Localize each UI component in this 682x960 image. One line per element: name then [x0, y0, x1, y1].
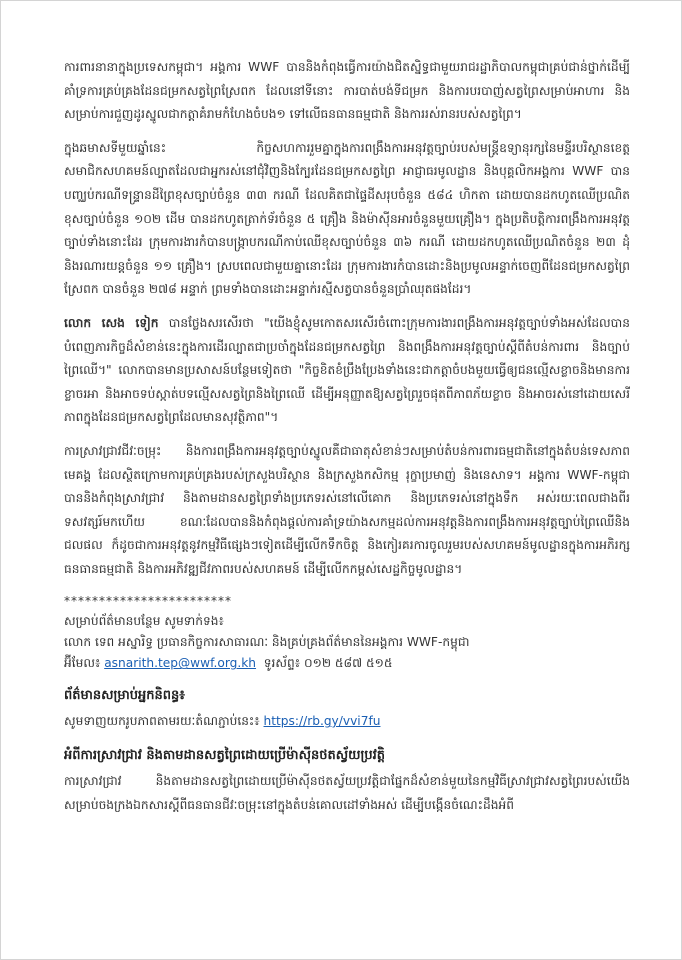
email-label: អ៊ីមែល៖ [64, 656, 101, 671]
document-body [64, 56, 630, 817]
phone-number: ០១២ ៥៨៧ ៥១៥ [303, 656, 393, 671]
download-link[interactable]: https://rb.gy/vvi7fu [263, 714, 381, 729]
contact-intro: សម្រាប់ព័ត៌មានបន្ថែម សូមទាក់ទង៖ [64, 614, 224, 629]
editors-text [64, 710, 630, 734]
paragraph-2: ក្នុងឆមាសទីមួយឆ្នាំនេះ កិច្ចសហការរួមគ្នាក្នុងការពង្រឹងការអនុវត្តច្បាប់របស់មន្ត្រីឧទ្យានុរក្សនៃមន្ទីរបរិស្ថានខេត្ត សមាជិកសហគមន៍ល្បាតដែលជាអ្នករស់នៅជុំវិញនិងក្បែរដែនជម្រកសត្វព្រៃ អាជ្ញាធរមូលដ្ឋាន និងបុគ្គលិកអង្គការ WWF បានបញ្ឈប់ករណីទន្ទ្រានដីព្រៃខុសច្បាប់ចំនួន ៣៣ ករណី ដែលគិតជាផ្ទៃដីសរុបចំនួន ៥៨៤ ហិកតា ដោយបានដកហូតឈើប្រណិតខុសច្បាប់ចំនួន ១០២ ដើម បានដកហូតត្រាក់ទ័រចំនួន ៥ គ្រឿង និងម៉ាស៊ីនអារចំនួនមួយគ្រឿង។ ក្នុងប្រតិបត្តិការពង្រឹងការអនុវត្តច្បាប់ទាំងនោះដែរ ក្រុមការងារកំបានបង្ក្រាបករណីកាប់ឈើខុសច្បាប់ចំនួន ៣៦ ករណី ដោយដកហូតឈើប្រណិតចំនួន ២៣ ដុំ និងរណារយន្តចំនួន ១១ គ្រឿង។ ស្របពេលជាមួយគ្នានោះដែរ ក្រុមការងារកំបានដោះនិងប្រមូលអន្ទាក់ចេញពីដែនជម្រកសត្វព្រៃស្រែពក បានចំនួន ២៧៨ អន្ទាក់ ព្រមទាំងបានដោះអន្ទាក់រស្មីសត្វបានចំនួនប្រាំឈុតផងដែរ។ [64, 140, 630, 297]
editors-text-label: សូមទាញយករូបភាពតាមរយៈតំណភ្ជាប់នេះ៖ [64, 714, 260, 729]
phone-label: ទូរស័ព្ទ៖ [263, 656, 301, 671]
research-heading: អំពីការស្រាវជ្រាវ និងតាមដានសត្វព្រៃដោយប្រើម៉ាស៊ីនថតស្វ័យប្រវត្តិ [64, 748, 385, 764]
editors-heading: ព័ត៌មានសម្រាប់អ្នកនិពន្ធ៖ [64, 688, 185, 704]
email-link[interactable]: asnarith.tep@wwf.org.kh [104, 656, 257, 671]
paragraph-3-text: បានថ្លែងសរសើរថា "យើងខ្ញុំសូមកោតសរសើរចំពោះក្រុមការងារពង្រឹងការអនុវត្តច្បាប់ទាំងអស់ដែលបានបំពេញភារកិច្ចដ៏សំខាន់នេះក្នុងការដើរល្បាតជាប្រចាំក្នុងដែនជម្រកសត្វព្រៃ និងពង្រឹងការអនុវត្តច្បាប់ស្តីពីតំបន់ការពារ និងច្បាប់ព្រៃឈើ។" លោកបានមានប្រសាសន៍បន្ថែមទៀតថា "កិច្ចខិតខំប្រឹងប្រែងទាំងនេះជាកត្តាចំបងមួយធ្វើឲ្យជនល្មើសខ្លាចនិងមានការខ្លាចរអា និងអាចទប់ស្កាត់បទល្មើសសត្វព្រៃនិងព្រៃឈើ ដើម្បីអនុញ្ញាតឱ្យសត្វព្រៃរួចផុតពីភាពភ័យខ្លាច និងអាចរស់នៅដោយសេរីភាពក្នុងដែនជម្រកសត្វព្រៃដែលមានសុវត្ថិភាព"។ [64, 315, 630, 425]
contact-details [64, 653, 630, 674]
paragraph-1: ការពារនានាក្នុងប្រទេសកម្ពុជា។ អង្គការ WWF បាននិងកំពុងធ្វើការយ៉ាងជិតស្និទ្ធជាមួយរាជរដ្ឋាភិបាលកម្ពុជាគ្រប់ជាន់ថ្នាក់ដើម្បីគាំទ្រការគ្រប់គ្រងដែនជម្រកសត្វព្រៃស្រែពក ដែលនៅទីនោះ ការបាត់បង់ទីជម្រក និងការបរបាញ់សត្វព្រៃសម្រាប់អាហារ និងសម្រាប់ការជួញដូរស្នូលជាកត្តាគំរាមកំហែងចំបង១ ទៅលើធនធានធម្មជាតិ និងការរស់រានរបស់សត្វព្រៃ។ [64, 60, 630, 122]
research-text: ការស្រាវជ្រាវ និងតាមដានសត្វព្រៃដោយប្រើម៉ាស៊ីនថតស្វ័យប្រវត្តិជាផ្នែកដ៏សំខាន់មួយនៃកម្មវិធីស្រាវជ្រាវសត្វព្រៃរបស់យើងសម្រាប់ចងក្រងឯកសារស្តីពីធនធានជីវៈចម្រុះនៅក្នុងតំបន់គោលដៅទាំងអស់ ដើម្បីបង្កើនចំណេះដឹងអំពី [64, 774, 630, 812]
paragraph-4: ការស្រាវជ្រាវជីវៈចម្រុះ និងការពង្រឹងការអនុវត្តច្បាប់ស្នូលគឺជាធាតុសំខាន់ៗសម្រាប់តំបន់ការពារធម្មជាតិនៅក្នុងតំបន់ទេសភាពមេគង្គ ដែលស្ថិតក្រោមការគ្រប់គ្រងរបស់ក្រសួងបរិស្ថាន និងក្រសួងកសិកម្ម រុក្ខាប្រមាញ់ និងនេសាទ។ អង្គការ WWF-កម្ពុជា បាននិងកំពុងស្រាវជ្រាវ និងតាមដានសត្វព្រៃទាំងប្រភេទរស់នៅលើគោក និងប្រភេទរស់នៅក្នុងទឹក អស់រយៈពេលជាងពីរទសវត្សរ៍មកហើយ ខណៈដែលបាននិងកំពុងផ្តល់ការគាំទ្រយ៉ាងសកម្មដល់ការអនុវត្តនិងការពង្រឹងការអនុវត្តច្បាប់ព្រៃឈើនិងជលផល ក៏ដូចជាការអនុវត្តនូវកម្មវិធីផ្សេងៗទៀតដើម្បីលើកទឹកចិត្ត និងកៀរគរការចូលរួមរបស់សហគមន៍មូលដ្ឋានក្នុងការអភិរក្សធនធានធម្មជាតិ និងការអភិវឌ្ឍជីវភាពរបស់សហគមន៍ ដើម្បីលើកកម្ពស់សេដ្ឋកិច្ចមូលដ្ឋាន។ [64, 443, 630, 576]
contact-block [64, 611, 630, 674]
separator-line: ************************ [64, 594, 232, 609]
paragraph-3 [64, 312, 630, 430]
contact-person: លោក ទេព អស្នារិទ្ធ ប្រធានកិច្ចការសាធារណៈ និងគ្រប់គ្រងព័ត៌មាននៃអង្គការ WWF-កម្ពុជា [64, 635, 470, 650]
speaker-name: លោក សេង ទៀក [64, 315, 159, 330]
